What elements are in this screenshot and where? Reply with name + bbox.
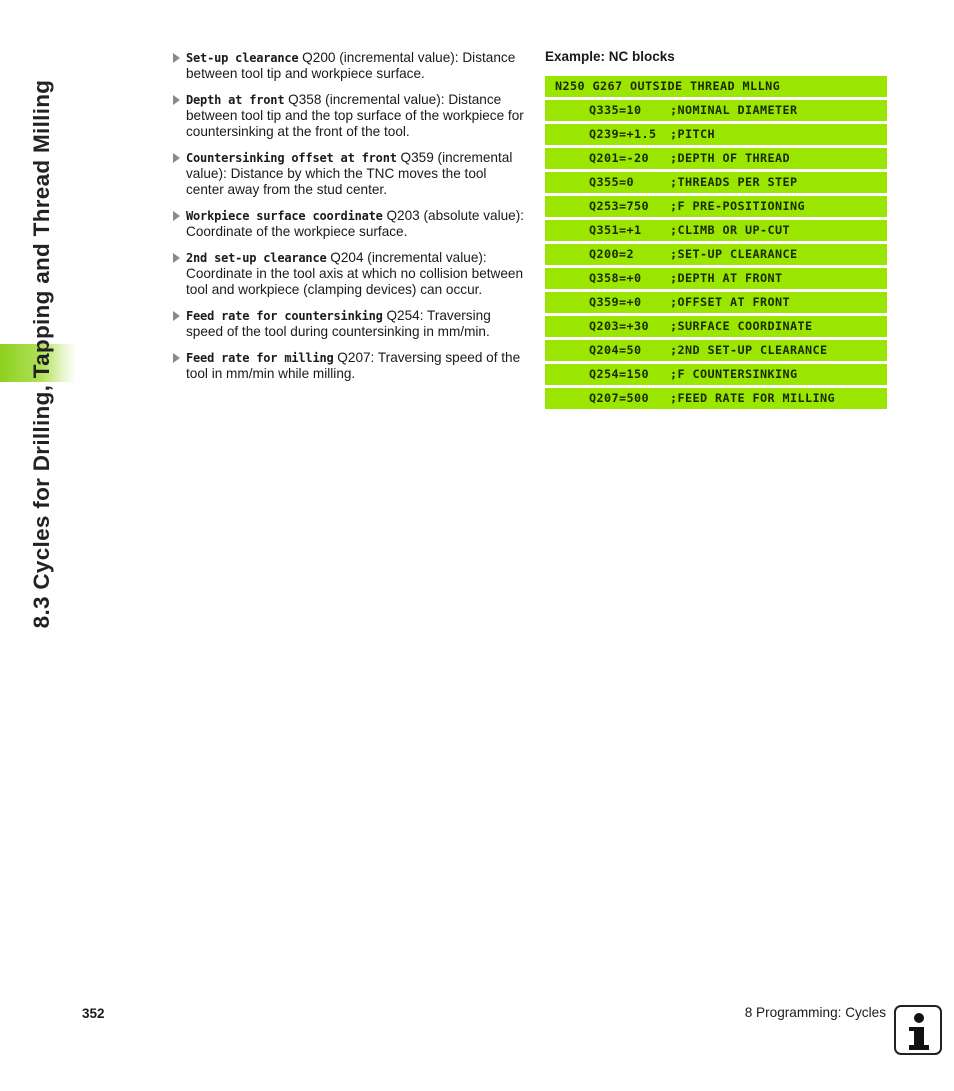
nc-row bbox=[545, 244, 887, 265]
list-item bbox=[172, 250, 526, 298]
nc-comment: ;F PRE-POSITIONING bbox=[670, 199, 806, 213]
nc-code: Q200=2 bbox=[589, 247, 635, 261]
nc-row bbox=[545, 148, 887, 169]
nc-comment: ;CLIMB OR UP-CUT bbox=[670, 223, 791, 237]
nc-comment: ;F COUNTERSINKING bbox=[670, 367, 798, 381]
chapter-side-title: 8.3 Cycles for Drilling, Tapping and Thread Milling bbox=[29, 79, 54, 629]
triangle-bullet-icon bbox=[173, 353, 180, 363]
triangle-bullet-icon bbox=[173, 253, 180, 263]
triangle-bullet-icon bbox=[173, 153, 180, 163]
parameter-description: Q203 (absolute value): Coordinate of the workpiece surface. bbox=[186, 208, 525, 239]
parameter-keyword: 2nd set-up clearance bbox=[186, 251, 327, 265]
nc-comment: ;SET-UP CLEARANCE bbox=[670, 247, 798, 261]
parameter-keyword: Set-up clearance bbox=[186, 51, 299, 65]
nc-code: Q204=50 bbox=[589, 343, 642, 357]
nc-row-header bbox=[545, 76, 887, 97]
info-icon bbox=[894, 1005, 942, 1055]
triangle-bullet-icon bbox=[173, 95, 180, 105]
nc-row bbox=[545, 172, 887, 193]
list-item bbox=[172, 308, 526, 340]
nc-code: Q254=150 bbox=[589, 367, 650, 381]
nc-comment: ;DEPTH OF THREAD bbox=[670, 151, 791, 165]
parameter-keyword: Depth at front bbox=[186, 93, 285, 107]
nc-comment: ;OFFSET AT FRONT bbox=[670, 295, 791, 309]
triangle-bullet-icon bbox=[173, 53, 180, 63]
nc-code: Q239=+1.5 bbox=[589, 127, 657, 141]
list-item bbox=[172, 350, 526, 382]
nc-comment: ;THREADS PER STEP bbox=[670, 175, 798, 189]
nc-row bbox=[545, 340, 887, 361]
triangle-bullet-icon bbox=[173, 211, 180, 221]
nc-comment: ;PITCH bbox=[670, 127, 716, 141]
triangle-bullet-icon bbox=[173, 311, 180, 321]
nc-row bbox=[545, 388, 887, 409]
nc-code: Q253=750 bbox=[589, 199, 650, 213]
nc-code: Q335=10 bbox=[589, 103, 642, 117]
parameter-description: Q207: Traversing speed of the tool in mm/min while milling. bbox=[186, 350, 521, 381]
parameter-keyword: Countersinking offset at front bbox=[186, 151, 397, 165]
example-title: Example: NC blocks bbox=[545, 49, 675, 64]
nc-comment: ;NOMINAL DIAMETER bbox=[670, 103, 798, 117]
nc-comment: ;FEED RATE FOR MILLING bbox=[670, 391, 836, 405]
page-number: 352 bbox=[82, 1006, 105, 1021]
nc-row bbox=[545, 364, 887, 385]
nc-row bbox=[545, 100, 887, 121]
nc-row bbox=[545, 196, 887, 217]
parameter-keyword: Workpiece surface coordinate bbox=[186, 209, 383, 223]
parameter-description: Q358 (incremental value): Distance between tool tip and the top surface of the workpiece for countersinking at the front of the tool. bbox=[186, 92, 524, 139]
nc-row bbox=[545, 316, 887, 337]
nc-comment: ;2ND SET-UP CLEARANCE bbox=[670, 343, 828, 357]
nc-row bbox=[545, 220, 887, 241]
parameter-description: Q200 (incremental value): Distance between tool tip and workpiece surface. bbox=[186, 50, 516, 81]
nc-code: Q358=+0 bbox=[589, 271, 642, 285]
parameter-keyword: Feed rate for countersinking bbox=[186, 309, 383, 323]
list-item bbox=[172, 150, 526, 198]
nc-block-listing bbox=[545, 76, 887, 412]
list-item bbox=[172, 92, 526, 140]
nc-comment: ;DEPTH AT FRONT bbox=[670, 271, 783, 285]
list-item bbox=[172, 50, 526, 82]
nc-row bbox=[545, 268, 887, 289]
parameter-keyword: Feed rate for milling bbox=[186, 351, 334, 365]
list-item bbox=[172, 208, 526, 240]
chapter-footer: 8 Programming: Cycles bbox=[744, 1005, 886, 1020]
nc-code: Q201=-20 bbox=[589, 151, 650, 165]
chapter-side-tab bbox=[0, 0, 80, 1091]
parameter-description: Q359 (incremental value): Distance by which the TNC moves the tool center away from the stud center. bbox=[186, 150, 513, 197]
nc-header-text: N250 G267 OUTSIDE THREAD MLLNG bbox=[555, 79, 781, 93]
nc-row bbox=[545, 292, 887, 313]
nc-code: Q207=500 bbox=[589, 391, 650, 405]
parameter-list bbox=[172, 50, 526, 392]
nc-code: Q203=+30 bbox=[589, 319, 650, 333]
parameter-description: Q204 (incremental value): Coordinate in the tool axis at which no collision between tool and workpiece (clamping devices) can occur. bbox=[186, 250, 524, 297]
nc-comment: ;SURFACE COORDINATE bbox=[670, 319, 813, 333]
parameter-description: Q254: Traversing speed of the tool during countersinking in mm/min. bbox=[186, 308, 491, 339]
nc-code: Q359=+0 bbox=[589, 295, 642, 309]
nc-row bbox=[545, 124, 887, 145]
nc-code: Q355=0 bbox=[589, 175, 635, 189]
nc-code: Q351=+1 bbox=[589, 223, 642, 237]
